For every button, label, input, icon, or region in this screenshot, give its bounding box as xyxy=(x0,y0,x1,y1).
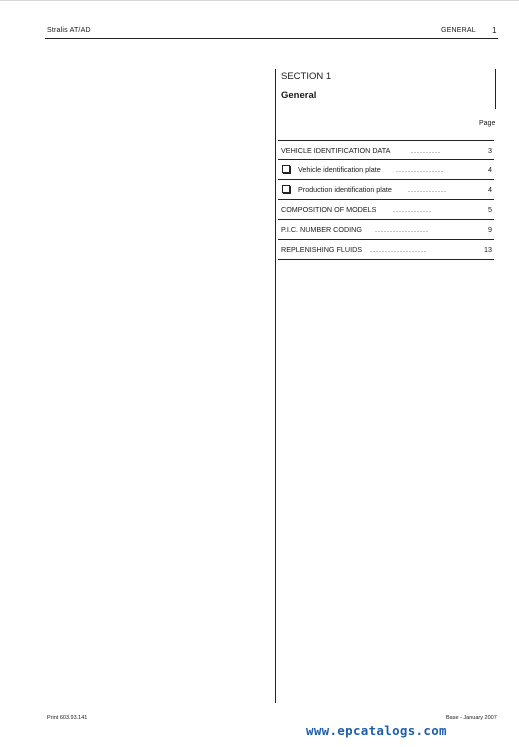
header-manual-title: Stralis AT/AD xyxy=(47,27,91,34)
checkbox-bullet-icon xyxy=(282,185,290,193)
toc-page-number: 5 xyxy=(488,205,492,214)
toc-entry-label: COMPOSITION OF MODELS xyxy=(281,205,377,214)
toc-leader-dots: ............. xyxy=(393,205,432,214)
right-margin-rule xyxy=(495,69,496,109)
column-divider xyxy=(275,69,276,703)
toc-page-number: 9 xyxy=(488,225,492,234)
checkbox-bullet-icon xyxy=(282,165,290,173)
toc-leader-dots: .......... xyxy=(411,146,441,155)
toc-entry-label: VEHICLE IDENTIFICATION DATA xyxy=(281,146,391,155)
toc-page-number: 4 xyxy=(488,165,492,174)
watermark-link[interactable]: www.epcatalogs.com xyxy=(306,723,447,738)
footer-edition: Base - January 2007 xyxy=(446,715,497,721)
toc-row[interactable] xyxy=(278,180,494,200)
toc-leader-dots: .................. xyxy=(375,225,429,234)
toc-row[interactable] xyxy=(278,200,494,220)
toc-page-number: 4 xyxy=(488,185,492,194)
section-subtitle: General xyxy=(281,90,317,101)
toc-entry-label: Vehicle identification plate xyxy=(298,165,381,174)
toc-row[interactable] xyxy=(278,160,494,180)
page-column-label: Page xyxy=(479,120,496,127)
toc-leader-dots: ................ xyxy=(396,165,444,174)
toc-entry-label: REPLENISHING FLUIDS xyxy=(281,245,363,254)
header-page-number: 1 xyxy=(492,26,497,35)
header-section-name: GENERAL xyxy=(441,27,476,34)
toc-entry-label: P.I.C. NUMBER CODING xyxy=(281,225,362,234)
toc-row[interactable] xyxy=(278,240,494,260)
toc-page-number: 3 xyxy=(488,146,492,155)
header-rule xyxy=(45,38,498,39)
toc-entry-label: Production identification plate xyxy=(298,185,392,194)
section-title: SECTION 1 xyxy=(281,71,332,82)
toc-page-number: 13 xyxy=(484,245,492,254)
footer-print-code: Print 603.93.141 xyxy=(47,715,88,721)
toc-row[interactable] xyxy=(278,140,494,160)
toc-leader-dots: ................... xyxy=(370,245,427,254)
toc-row[interactable] xyxy=(278,220,494,240)
toc-leader-dots: ............. xyxy=(408,185,447,194)
